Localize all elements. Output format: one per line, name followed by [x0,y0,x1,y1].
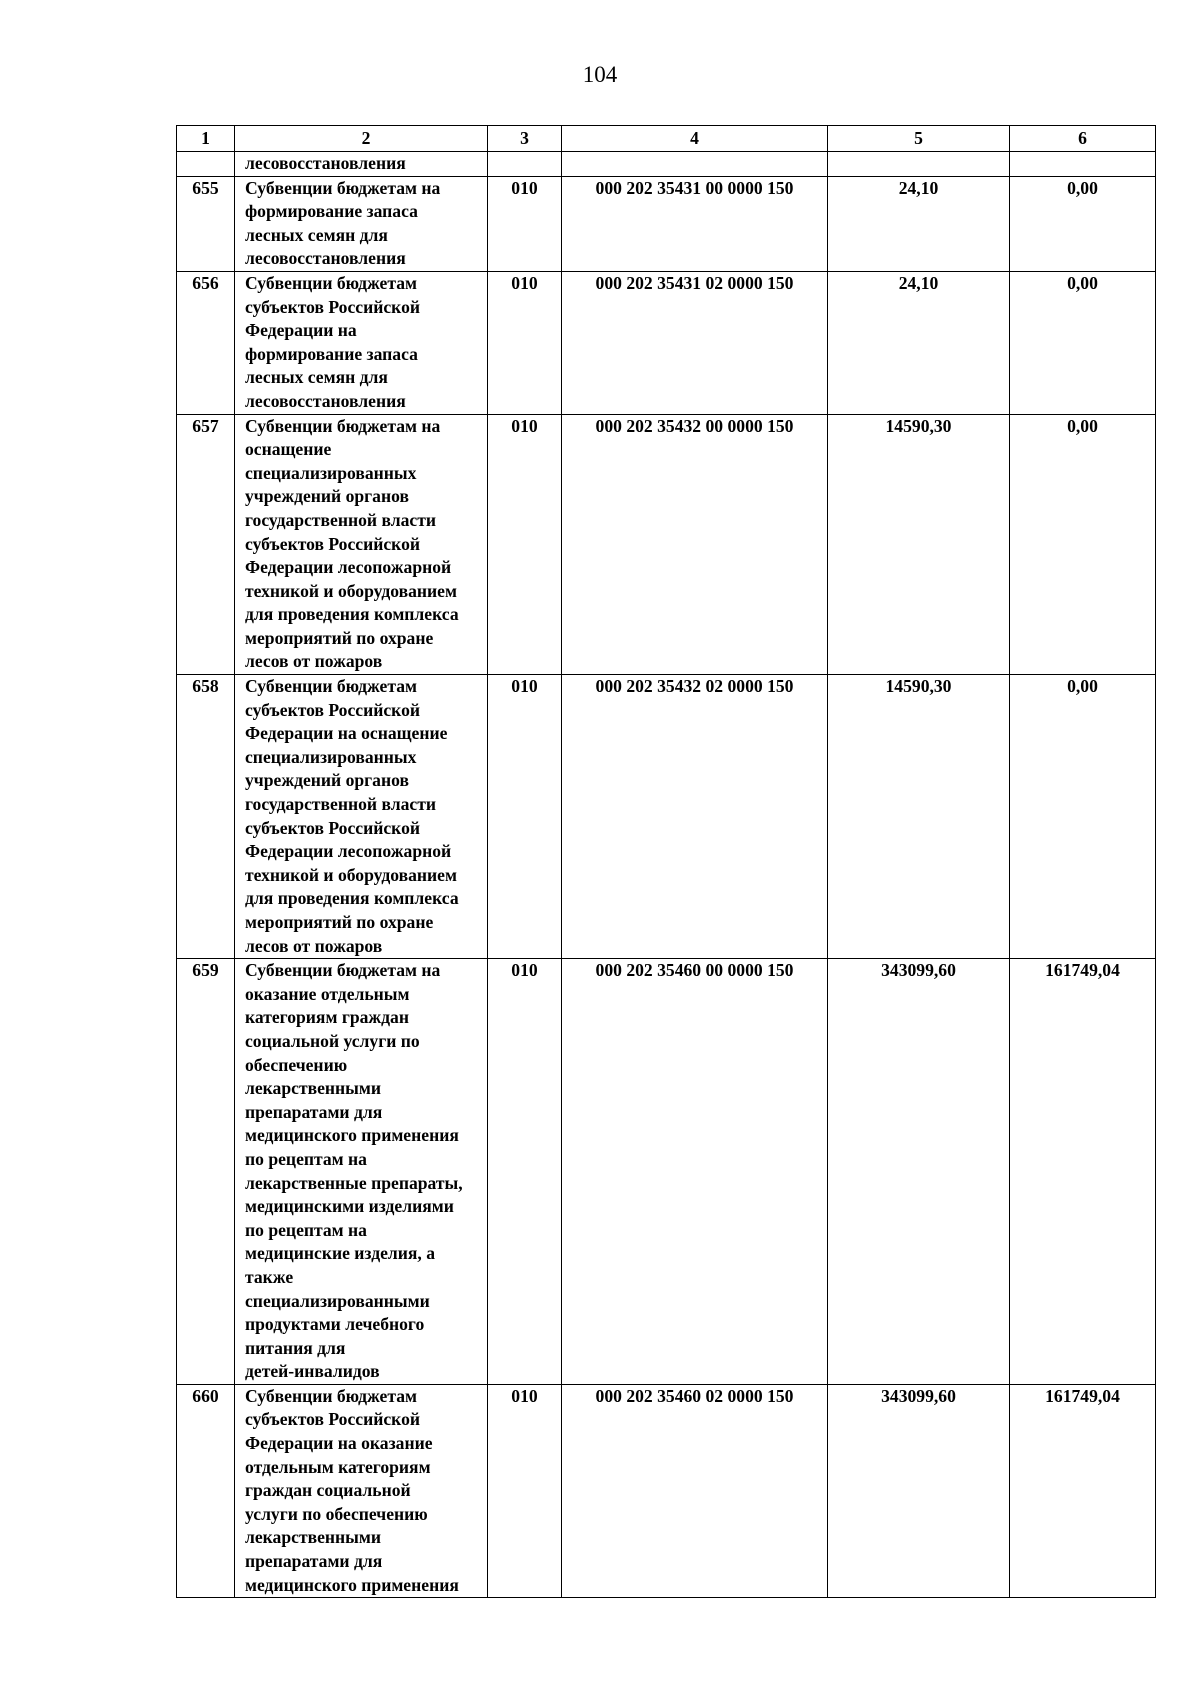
budget-table [176,125,1156,1598]
row-code: 010 [488,959,562,1385]
description-line: препаратами для [245,1101,383,1122]
row-amount-6: 161749,04 [1010,1384,1156,1597]
description-line: субъектов Российской [245,699,421,720]
row-amount-6 [1010,152,1156,177]
description-line: лесов от пожаров [245,935,383,956]
table-row [177,959,1156,1385]
description-line: Субвенции бюджетам [245,272,417,293]
description-line: формирование запаса [245,343,418,364]
row-amount-5: 343099,60 [828,959,1010,1385]
description-line: Федерации на оснащение [245,723,448,744]
description-line: лесовосстановления [245,248,406,269]
description-line: Субвенции бюджетам на [245,960,441,981]
description-line: медицинскими изделиями [245,1196,454,1217]
row-amount-6: 161749,04 [1010,959,1156,1385]
description-line: Субвенции бюджетам [245,1385,417,1406]
row-amount-5: 14590,30 [828,414,1010,675]
description-line: социальной услуги по [245,1030,420,1051]
column-header-6: 6 [1010,126,1156,152]
description-line: техникой и оборудованием [245,580,457,601]
row-code: 010 [488,675,562,959]
row-kbk: 000 202 35431 02 0000 150 [562,271,828,414]
description-line: питания для [245,1337,346,1358]
description-line: государственной власти [245,794,436,815]
row-number [177,152,235,177]
description-line: Федерации лесопожарной [245,557,452,578]
description-line: обеспечению [245,1054,348,1075]
page-number: 104 [582,62,618,87]
row-code: 010 [488,1384,562,1597]
row-kbk: 000 202 35460 02 0000 150 [562,1384,828,1597]
description-line: субъектов Российской [245,296,421,317]
table-row [177,414,1156,675]
row-amount-6: 0,00 [1010,675,1156,959]
description-line: субъектов Российской [245,533,421,554]
row-code [488,152,562,177]
description-line: отдельным категориям [245,1456,431,1477]
description-line: медицинского применения [245,1125,459,1146]
description-line: лекарственные препараты, [245,1172,463,1193]
description-line: лесов от пожаров [245,651,383,672]
description-line: государственной власти [245,509,436,530]
description-line: препаратами для [245,1551,383,1572]
row-amount-6: 0,00 [1010,414,1156,675]
row-number: 656 [177,271,235,414]
row-description [235,271,488,414]
row-number: 658 [177,675,235,959]
description-line: лекарственными [245,1527,382,1548]
row-code: 010 [488,414,562,675]
row-amount-5 [828,152,1010,177]
row-description [235,176,488,271]
description-line: для проведения комплекса [245,604,459,625]
description-line: Субвенции бюджетам [245,676,417,697]
column-header-5: 5 [828,126,1010,152]
row-kbk: 000 202 35432 02 0000 150 [562,675,828,959]
row-description [235,414,488,675]
description-line: оснащение [245,439,332,460]
row-number: 657 [177,414,235,675]
description-line: мероприятий по охране [245,627,434,648]
description-line: медицинские изделия, а [245,1243,436,1264]
row-amount-6: 0,00 [1010,176,1156,271]
description-line: по рецептам на [245,1219,367,1240]
description-line: Субвенции бюджетам на [245,415,441,436]
row-amount-5: 14590,30 [828,675,1010,959]
description-line: лесовосстановления [245,153,406,173]
column-header-3: 3 [488,126,562,152]
continuation-row [177,152,1156,177]
description-line: Субвенции бюджетам на [245,177,441,198]
description-line: лесовосстановления [245,390,406,411]
description-line: оказание отдельным [245,983,410,1004]
row-number: 659 [177,959,235,1385]
row-number: 655 [177,176,235,271]
row-description [235,1384,488,1597]
description-line: лесных семян для [245,224,388,245]
row-amount-5: 24,10 [828,176,1010,271]
table-row [177,675,1156,959]
description-line: учреждений органов [245,770,409,791]
description-line: специализированных [245,746,417,767]
description-line: лесных семян для [245,367,388,388]
row-amount-6: 0,00 [1010,271,1156,414]
description-line: формирование запаса [245,201,418,222]
row-kbk: 000 202 35432 00 0000 150 [562,414,828,675]
column-header-2: 2 [235,126,488,152]
description-line: субъектов Российской [245,817,421,838]
description-line: мероприятий по охране [245,912,434,932]
description-line: услуги по обеспечению [245,1503,428,1524]
column-header-4: 4 [562,126,828,152]
row-kbk [562,152,828,177]
description-line: медицинского применения [245,1574,459,1595]
row-kbk: 000 202 35460 00 0000 150 [562,959,828,1385]
row-number: 660 [177,1384,235,1597]
description-line: для проведения комплекса [245,888,459,909]
row-description [235,959,488,1385]
description-line: детей-инвалидов [245,1361,380,1382]
row-amount-5: 24,10 [828,271,1010,414]
description-line: техникой и оборудованием [245,864,457,885]
description-line: лекарственными [245,1078,382,1099]
description-line: специализированных [245,462,417,483]
description-line: специализированными [245,1290,430,1311]
description-line: Федерации на [245,320,357,341]
row-amount-5: 343099,60 [828,1384,1010,1597]
description-line: по рецептам на [245,1148,367,1169]
table-row [177,271,1156,414]
description-line: также [245,1266,294,1287]
row-code: 010 [488,271,562,414]
table-row [177,176,1156,271]
row-description [235,152,488,177]
description-line: категориям граждан [245,1007,409,1028]
table-row [177,1384,1156,1597]
description-line: Федерации лесопожарной [245,841,452,862]
description-line: субъектов Российской [245,1409,421,1430]
description-line: граждан социальной [245,1480,411,1501]
description-line: учреждений органов [245,486,409,507]
description-line: Федерации на оказание [245,1433,433,1454]
row-code: 010 [488,176,562,271]
column-header-1: 1 [177,126,235,152]
row-kbk: 000 202 35431 00 0000 150 [562,176,828,271]
description-line: продуктами лечебного [245,1314,425,1335]
row-description [235,675,488,959]
column-header-row [177,126,1156,152]
